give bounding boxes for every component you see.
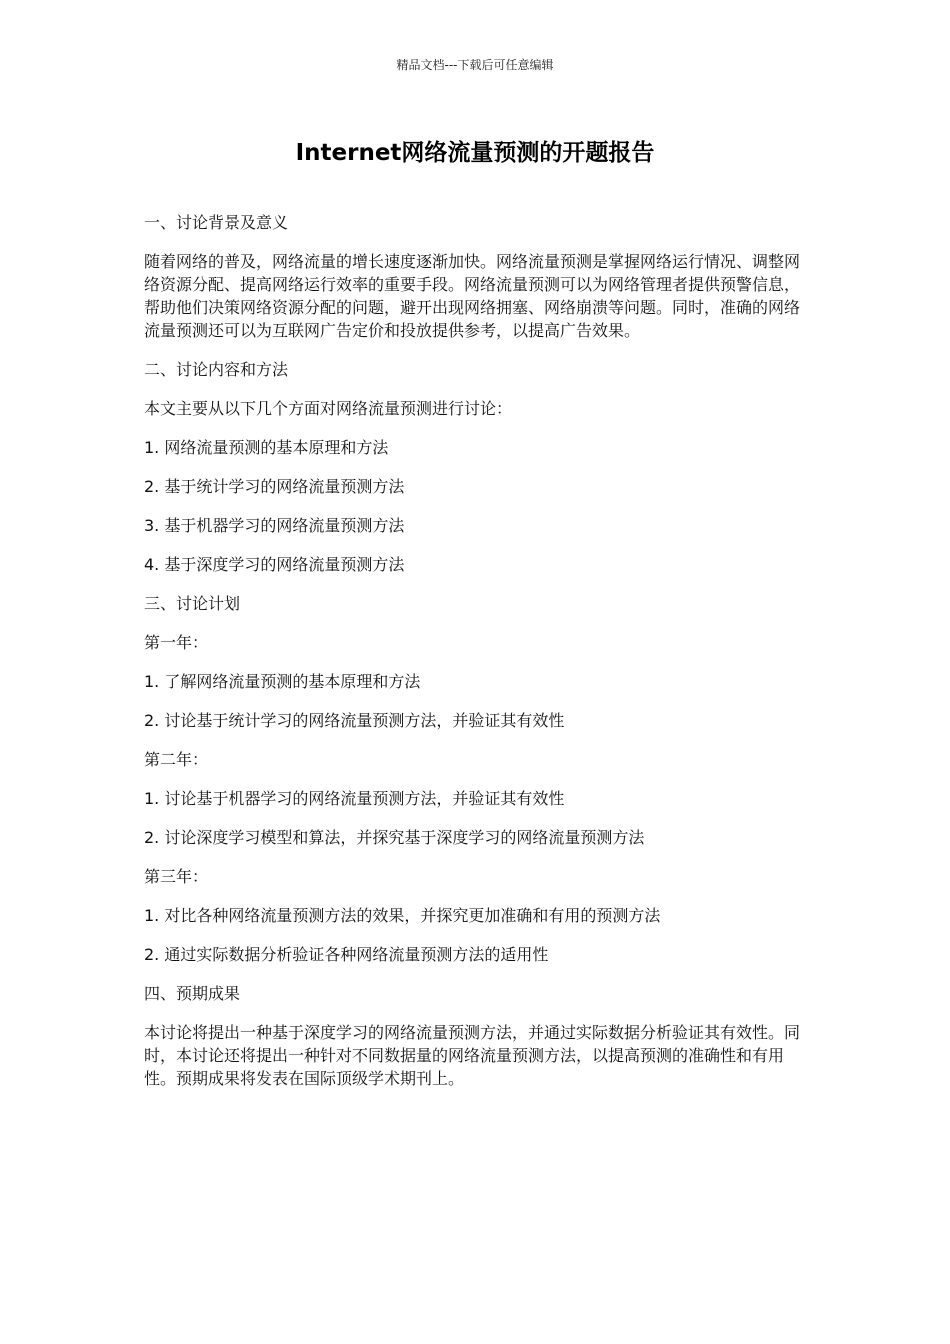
section-heading-plan: 三、讨论计划 [144,594,241,613]
plan-year-label: 第三年： [144,867,209,886]
list-item-content: 3. 基于机器学习的网络流量预测方法 [144,516,405,535]
list-item-plan: 1. 对比各种网络流量预测方法的效果，并探究更加准确和有用的预测方法 [144,906,661,925]
section-heading-background: 一、讨论背景及意义 [144,213,289,232]
list-item-plan: 2. 讨论基于统计学习的网络流量预测方法，并验证其有效性 [144,711,565,730]
section-heading-expected-results: 四、预期成果 [144,984,241,1003]
plan-year-label: 第二年： [144,750,209,769]
list-item-plan: 1. 讨论基于机器学习的网络流量预测方法，并验证其有效性 [144,789,565,808]
section-heading-content-methods: 二、讨论内容和方法 [144,360,289,379]
list-item-plan: 1. 了解网络流量预测的基本原理和方法 [144,672,421,691]
document-title: Internet网络流量预测的开题报告 [295,140,655,166]
list-item-plan: 2. 通过实际数据分析验证各种网络流量预测方法的适用性 [144,945,549,964]
paragraph-expected-results: 本讨论将提出一种基于深度学习的网络流量预测方法，并通过实际数据分析验证其有效性。同时，本讨论还将提出一种针对不同数据量的网络流量预测方法，以提高预测的准确性和有用性。预期成果将发表在国际顶级学术期刊上。 [144,1023,801,1088]
page-header-note: 精品文档---下载后可任意编辑 [396,58,554,72]
list-item-plan: 2. 讨论深度学习模型和算法，并探究基于深度学习的网络流量预测方法 [144,828,645,847]
plan-year-label: 第一年： [144,633,209,652]
paragraph-background: 随着网络的普及，网络流量的增长速度逐渐加快。网络流量预测是掌握网络运行情况、调整网络资源分配、提高网络运行效率的重要手段。网络流量预测可以为网络管理者提供预警信息，帮助他们决策网络资源分配的问题，避开出现网络拥塞、网络崩溃等问题。同时，准确的网络流量预测还可以为互联网广告定价和投放提供参考，以提高广告效果。 [144,252,801,340]
list-item-content: 2. 基于统计学习的网络流量预测方法 [144,477,405,496]
list-item-content: 4. 基于深度学习的网络流量预测方法 [144,555,405,574]
paragraph-content-intro: 本文主要从以下几个方面对网络流量预测进行讨论： [144,399,513,418]
list-item-content: 1. 网络流量预测的基本原理和方法 [144,438,389,457]
document-body [144,211,809,1106]
